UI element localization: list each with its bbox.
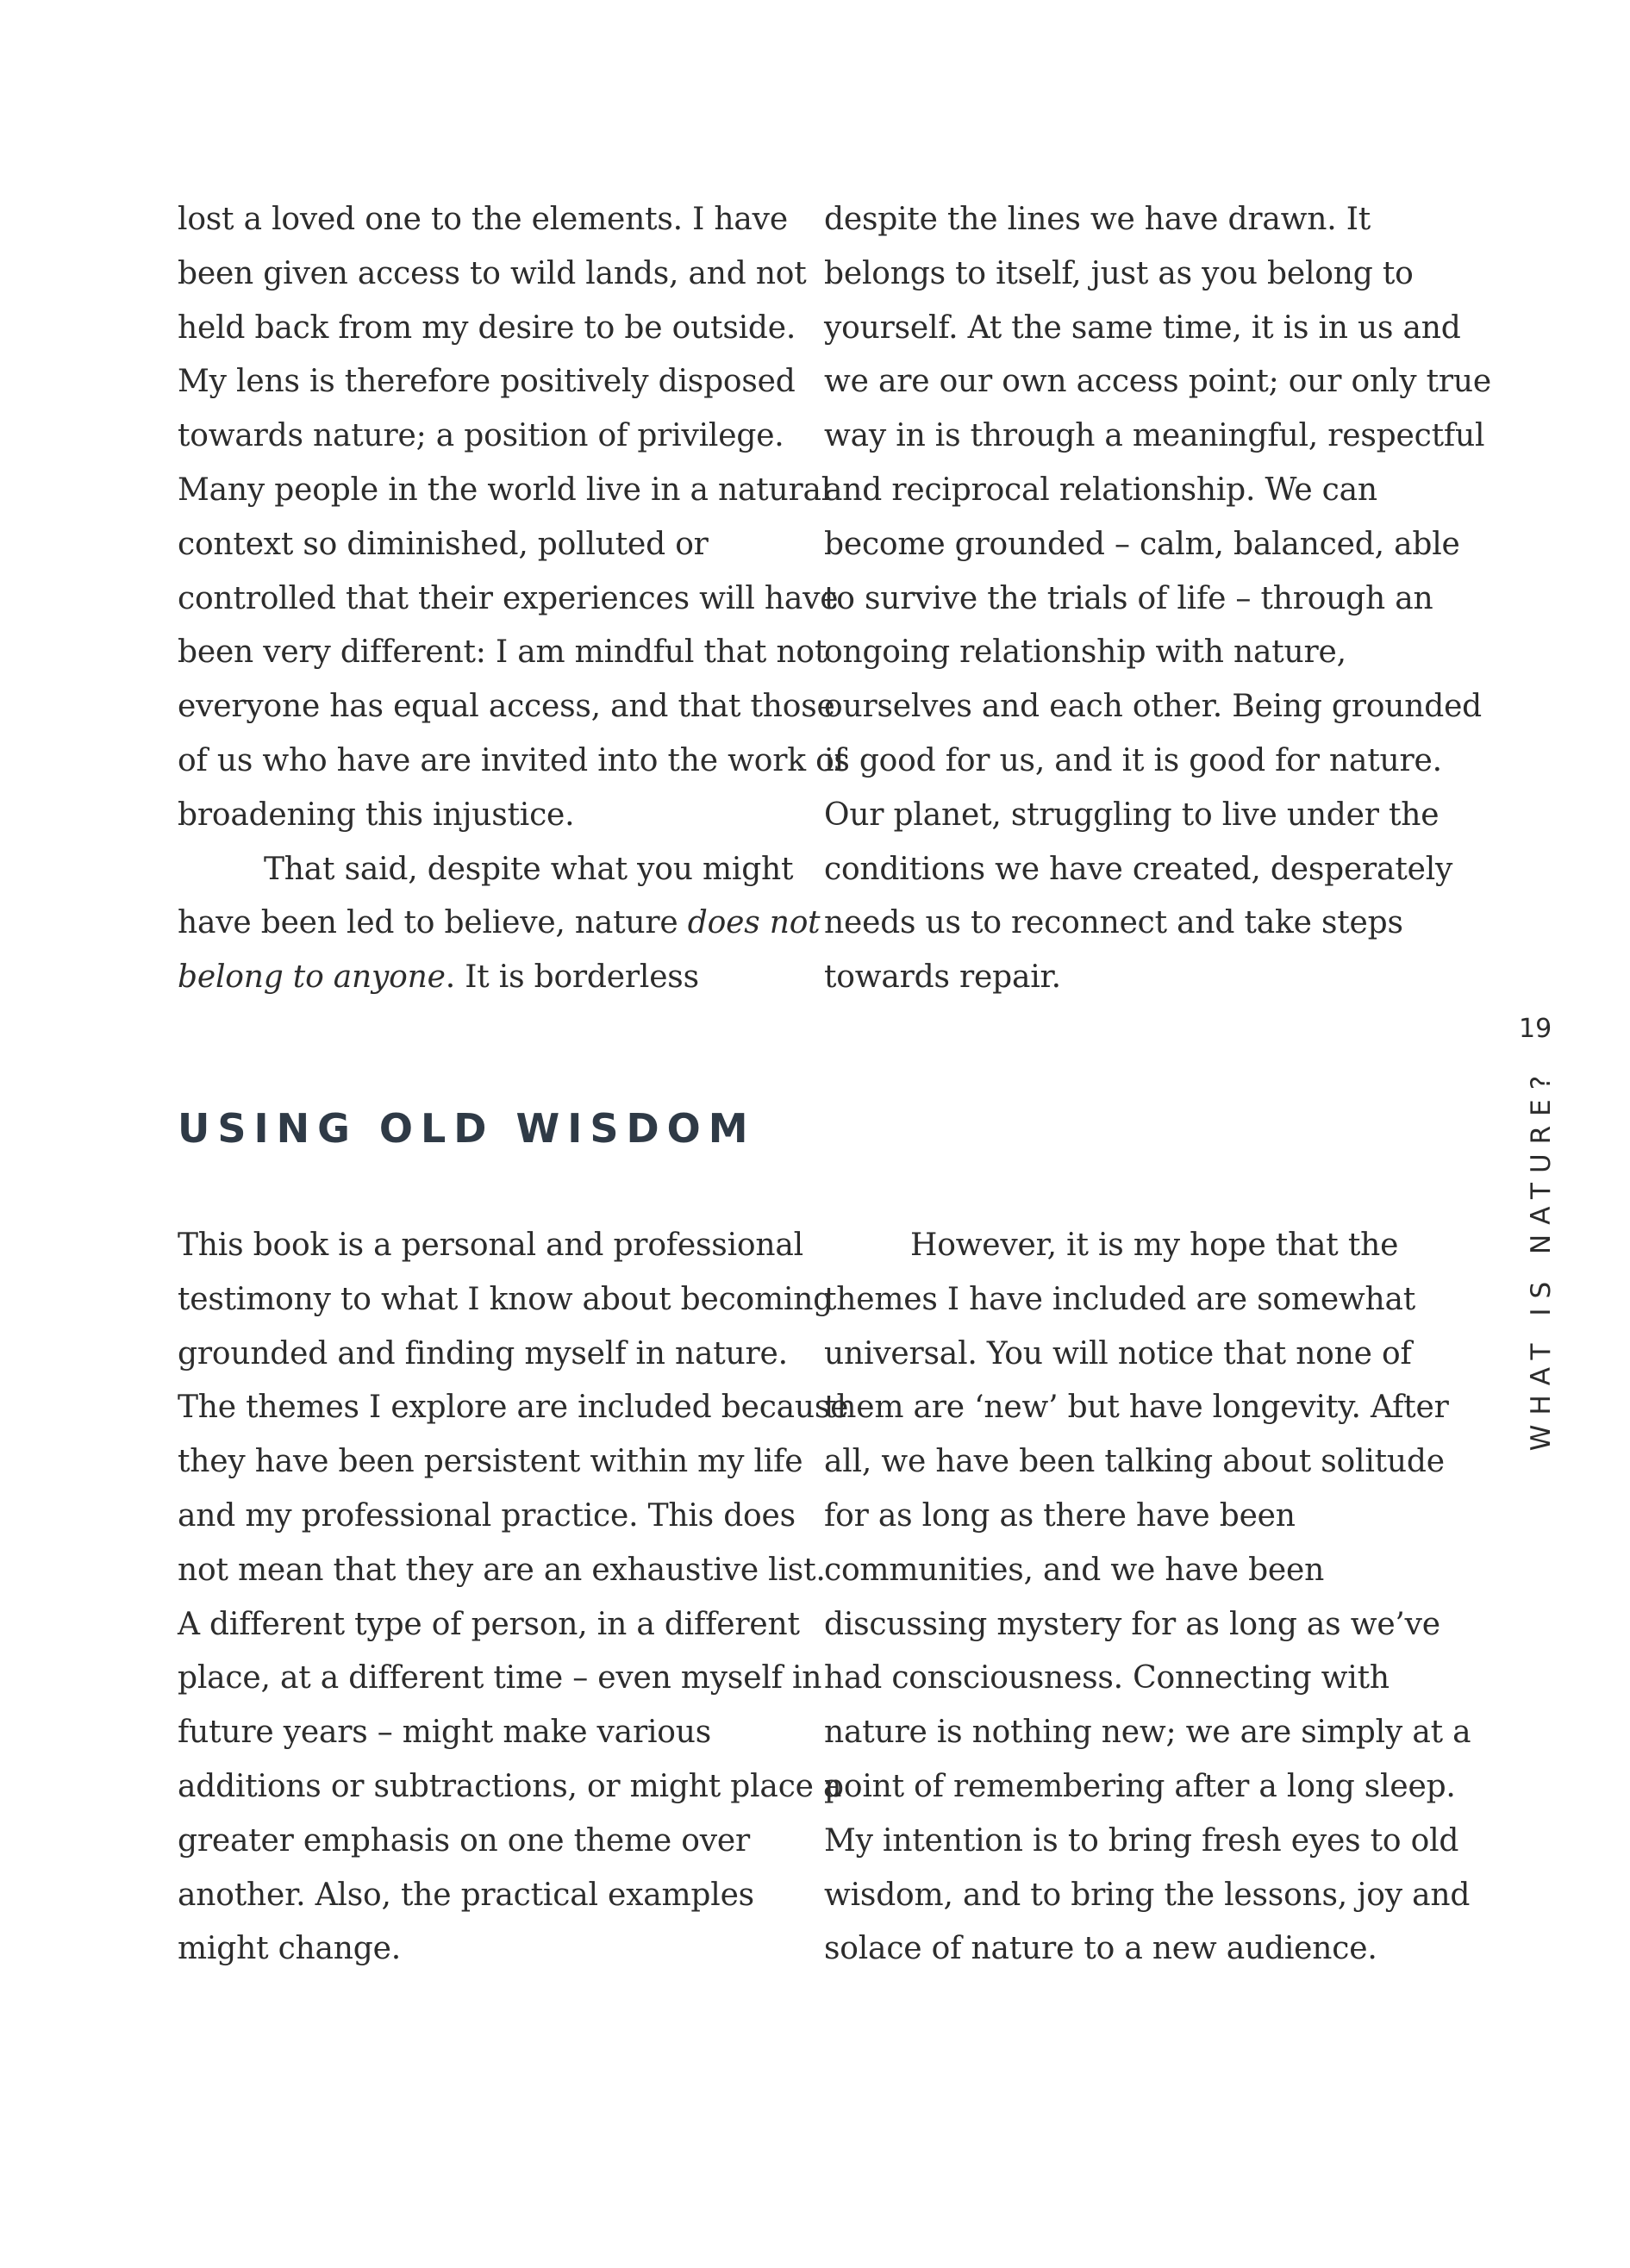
text-column-top-right bbox=[824, 193, 1496, 1005]
section-heading: USING OLD WISDOM bbox=[178, 1105, 756, 1152]
paragraph-text: That said, despite what you might have been led to believe, nature bbox=[178, 851, 794, 941]
paragraph: However, it is my hope that the themes I have included are somewhat universal. You will notice that none of them are ‘new’ but have longevity. After all, we have been talking about solitude for as long as there have been communities, and we have been discussing mystery for as long as we’ve had consciousness. Connecting with nature is nothing new; we are simply at a point of remembering after a long sleep. My intention is to bring fresh eyes to old wisdom, and to bring the lessons, joy and solace of nature to a new audience. bbox=[824, 1228, 1471, 1967]
paragraph-text: . It is borderless bbox=[445, 959, 699, 996]
paragraph: despite the lines we have drawn. It belongs to itself, just as you belong to yourself. At the same time, it is in us and we are our own access point; our only true way in is through a meaningful, respectful and reciprocal relationship. We can become grounded – calm, balanced, able to survive the trials of life – through an ongoing relationship with nature, ourselves and each other. Being grounded is good for us, and it is good for nature. Our planet, struggling to live under the conditions we have created, desperately needs us to reconnect and take steps towards repair. bbox=[824, 202, 1491, 996]
emphasis-text: does not belong to anyone bbox=[178, 905, 821, 996]
paragraph bbox=[178, 843, 850, 1005]
text-column-top-left bbox=[178, 193, 850, 1005]
text-column-bottom-left bbox=[178, 1219, 850, 1977]
page-number: 19 bbox=[1519, 1014, 1552, 1044]
paragraph: This book is a personal and professional testimony to what I know about becoming grounded and finding myself in nature. The themes I explore are included because they have been persistent within my life and my professional practice. This does not mean that they are an exhaustive list. A different type of person, in a different place, at a different time – even myself in future years – might make various additions or subtractions, or might place a greater emphasis on one theme over another. Also, the practical examples might change. bbox=[178, 1228, 849, 1967]
running-head: WHAT IS NATURE? bbox=[1526, 1065, 1557, 1452]
paragraph: lost a loved one to the elements. I have been given access to wild lands, and not held back from my desire to be outside. My lens is therefore positively disposed towards nature; a position of privilege. Many people in the world live in a natural context so diminished, polluted or controlled that their experiences will have been very different: I am mindful that not everyone has equal access, and that those of us who have are invited into the work of broadening this injustice. bbox=[178, 202, 846, 833]
text-column-bottom-right bbox=[824, 1219, 1496, 1977]
